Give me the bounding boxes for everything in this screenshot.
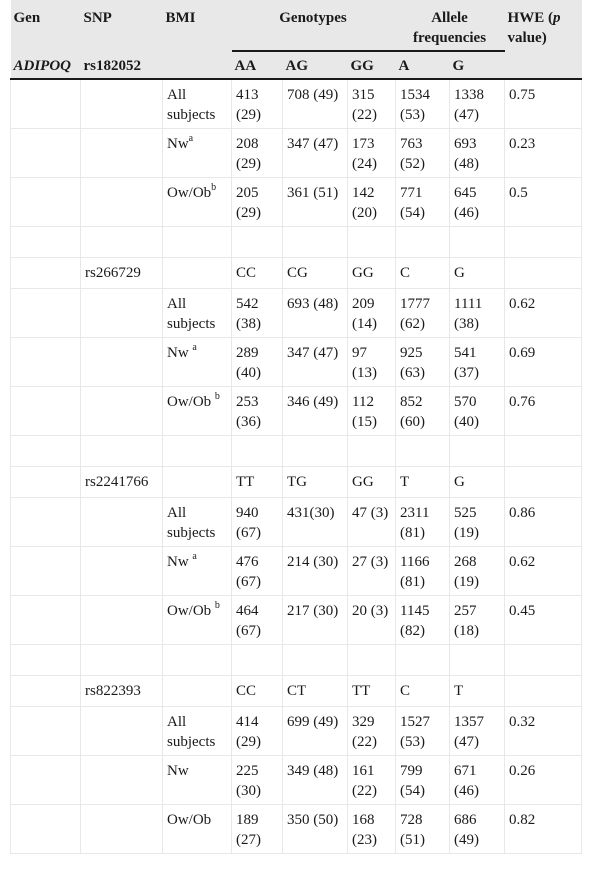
bmi-cell: Nw$^a$ bbox=[163, 129, 232, 178]
genotype-label: TG bbox=[283, 467, 348, 498]
genotype-cell: 431(30) bbox=[283, 498, 348, 547]
table-row bbox=[11, 756, 582, 805]
allele-label: G bbox=[450, 467, 505, 498]
allele-cell: 525 (19) bbox=[450, 498, 505, 547]
hwe-cell: 0.82 bbox=[505, 805, 582, 854]
header-genotype-2: AG bbox=[283, 51, 348, 79]
genotype-cell: 47 (3) bbox=[348, 498, 396, 547]
genotype-cell: 361 (51) bbox=[283, 178, 348, 227]
genotype-label: CT bbox=[283, 676, 348, 707]
genotype-cell: 699 (49) bbox=[283, 707, 348, 756]
bmi-cell: All subjects bbox=[163, 707, 232, 756]
genotype-cell: 347 (47) bbox=[283, 338, 348, 387]
header-allele-frequencies: Allele frequencies bbox=[396, 0, 505, 51]
hwe-cell: 0.5 bbox=[505, 178, 582, 227]
genotype-cell: 346 (49) bbox=[283, 387, 348, 436]
genotype-cell: 329 (22) bbox=[348, 707, 396, 756]
genotype-cell: 225 (30) bbox=[232, 756, 283, 805]
table-row bbox=[11, 338, 582, 387]
allele-cell: 852 (60) bbox=[396, 387, 450, 436]
genotype-cell: 349 (48) bbox=[283, 756, 348, 805]
genotype-cell: 208 (29) bbox=[232, 129, 283, 178]
table-row bbox=[11, 707, 582, 756]
allele-cell: 1338 (47) bbox=[450, 79, 505, 129]
hwe-cell: 0.62 bbox=[505, 289, 582, 338]
footnote-marker: b bbox=[214, 600, 220, 611]
footnote-marker: a bbox=[192, 342, 197, 353]
footnote-marker: b bbox=[211, 182, 217, 193]
snp-header-row bbox=[11, 676, 582, 707]
genotype-label: GG bbox=[348, 258, 396, 289]
snp-header-row bbox=[11, 467, 582, 498]
allele-cell: 799 (54) bbox=[396, 756, 450, 805]
genotype-cell: 173 (24) bbox=[348, 129, 396, 178]
footnote-marker: a bbox=[188, 133, 194, 144]
header-genotype-1: AA bbox=[232, 51, 283, 79]
header-bmi: BMI bbox=[163, 0, 232, 51]
allele-label: C bbox=[396, 676, 450, 707]
genotype-cell: 142 (20) bbox=[348, 178, 396, 227]
genotype-cell: 347 (47) bbox=[283, 129, 348, 178]
header-genotypes: Genotypes bbox=[232, 0, 396, 51]
first-snp: rs182052 bbox=[81, 51, 163, 79]
table-row bbox=[11, 79, 582, 129]
allele-cell: 1527 (53) bbox=[396, 707, 450, 756]
allele-cell: 645 (46) bbox=[450, 178, 505, 227]
allele-cell: 570 (40) bbox=[450, 387, 505, 436]
bmi-cell: All subjects bbox=[163, 498, 232, 547]
hwe-cell: 0.75 bbox=[505, 79, 582, 129]
genotype-cell: 189 (27) bbox=[232, 805, 283, 854]
allele-cell: 1534 (53) bbox=[396, 79, 450, 129]
snp-id: rs822393 bbox=[81, 676, 163, 707]
genotype-label: CC bbox=[232, 676, 283, 707]
table-body bbox=[11, 79, 582, 854]
bmi-cell: Ow/Ob bbox=[163, 805, 232, 854]
genotype-cell: 27 (3) bbox=[348, 547, 396, 596]
allele-cell: 1777 (62) bbox=[396, 289, 450, 338]
header-allele-1: A bbox=[396, 51, 450, 79]
hwe-cell: 0.86 bbox=[505, 498, 582, 547]
bmi-cell: Ow/Ob$^b$ bbox=[163, 178, 232, 227]
genotype-table bbox=[10, 0, 582, 854]
allele-cell: 1357 (47) bbox=[450, 707, 505, 756]
genotype-cell: 217 (30) bbox=[283, 596, 348, 645]
genotype-label: TT bbox=[232, 467, 283, 498]
genotype-cell: 693 (48) bbox=[283, 289, 348, 338]
hwe-cell: 0.32 bbox=[505, 707, 582, 756]
bmi-cell: All subjects bbox=[163, 79, 232, 129]
hwe-cell: 0.45 bbox=[505, 596, 582, 645]
table-row bbox=[11, 596, 582, 645]
genotype-label: CC bbox=[232, 258, 283, 289]
spacer-row bbox=[11, 227, 582, 258]
header-genotype-3: GG bbox=[348, 51, 396, 79]
table-row bbox=[11, 129, 582, 178]
bmi-cell: Ow/Ob $^b$ bbox=[163, 387, 232, 436]
snp-id: rs2241766 bbox=[81, 467, 163, 498]
snp-header-row bbox=[11, 258, 582, 289]
allele-cell: 771 (54) bbox=[396, 178, 450, 227]
allele-cell: 1111 (38) bbox=[450, 289, 505, 338]
genotype-cell: 97 (13) bbox=[348, 338, 396, 387]
genotype-cell: 161 (22) bbox=[348, 756, 396, 805]
hwe-cell: 0.62 bbox=[505, 547, 582, 596]
hwe-cell: 0.69 bbox=[505, 338, 582, 387]
allele-cell: 1166 (81) bbox=[396, 547, 450, 596]
genotype-cell: 112 (15) bbox=[348, 387, 396, 436]
footnote-marker: b bbox=[214, 391, 220, 402]
genotype-cell: 214 (30) bbox=[283, 547, 348, 596]
spacer-row bbox=[11, 645, 582, 676]
table-row bbox=[11, 289, 582, 338]
allele-cell: 763 (52) bbox=[396, 129, 450, 178]
genotype-cell: 708 (49) bbox=[283, 79, 348, 129]
genotype-cell: 205 (29) bbox=[232, 178, 283, 227]
table-row bbox=[11, 498, 582, 547]
hwe-cell: 0.76 bbox=[505, 387, 582, 436]
allele-cell: 2311 (81) bbox=[396, 498, 450, 547]
table-row bbox=[11, 178, 582, 227]
genotype-cell: 414 (29) bbox=[232, 707, 283, 756]
genotype-cell: 413 (29) bbox=[232, 79, 283, 129]
genotype-cell: 542 (38) bbox=[232, 289, 283, 338]
bmi-cell: Nw $^a$ bbox=[163, 547, 232, 596]
bmi-cell: Ow/Ob $^b$ bbox=[163, 596, 232, 645]
allele-cell: 257 (18) bbox=[450, 596, 505, 645]
table-row bbox=[11, 387, 582, 436]
allele-cell: 686 (49) bbox=[450, 805, 505, 854]
allele-cell: 268 (19) bbox=[450, 547, 505, 596]
genotype-cell: 20 (3) bbox=[348, 596, 396, 645]
genotype-cell: 253 (36) bbox=[232, 387, 283, 436]
allele-cell: 1145 (82) bbox=[396, 596, 450, 645]
allele-cell: 671 (46) bbox=[450, 756, 505, 805]
allele-cell: 728 (51) bbox=[396, 805, 450, 854]
allele-label: G bbox=[450, 258, 505, 289]
snp-id: rs266729 bbox=[81, 258, 163, 289]
allele-cell: 925 (63) bbox=[396, 338, 450, 387]
header-snp: SNP bbox=[81, 0, 163, 51]
genotype-cell: 350 (50) bbox=[283, 805, 348, 854]
header-gen: Gen bbox=[11, 0, 81, 51]
header-hwe: HWE (p value) bbox=[505, 0, 582, 51]
genotype-label: TT bbox=[348, 676, 396, 707]
genotype-cell: 940 (67) bbox=[232, 498, 283, 547]
header-allele-2: G bbox=[450, 51, 505, 79]
bmi-cell: All subjects bbox=[163, 289, 232, 338]
hwe-cell: 0.26 bbox=[505, 756, 582, 805]
table-header bbox=[11, 0, 582, 79]
genotype-cell: 289 (40) bbox=[232, 338, 283, 387]
genotype-cell: 168 (23) bbox=[348, 805, 396, 854]
genotype-label: CG bbox=[283, 258, 348, 289]
spacer-row bbox=[11, 436, 582, 467]
genotype-label: GG bbox=[348, 467, 396, 498]
footnote-marker: a bbox=[192, 551, 197, 562]
hwe-cell: 0.23 bbox=[505, 129, 582, 178]
allele-label: C bbox=[396, 258, 450, 289]
allele-cell: 541 (37) bbox=[450, 338, 505, 387]
allele-cell: 693 (48) bbox=[450, 129, 505, 178]
genotype-cell: 464 (67) bbox=[232, 596, 283, 645]
gene-name: ADIPOQ bbox=[11, 51, 81, 79]
allele-label: T bbox=[396, 467, 450, 498]
genotype-cell: 209 (14) bbox=[348, 289, 396, 338]
bmi-cell: Nw $^a$ bbox=[163, 338, 232, 387]
table-row bbox=[11, 805, 582, 854]
allele-label: T bbox=[450, 676, 505, 707]
genotype-cell: 476 (67) bbox=[232, 547, 283, 596]
bmi-cell: Nw bbox=[163, 756, 232, 805]
genotype-cell: 315 (22) bbox=[348, 79, 396, 129]
table-row bbox=[11, 547, 582, 596]
